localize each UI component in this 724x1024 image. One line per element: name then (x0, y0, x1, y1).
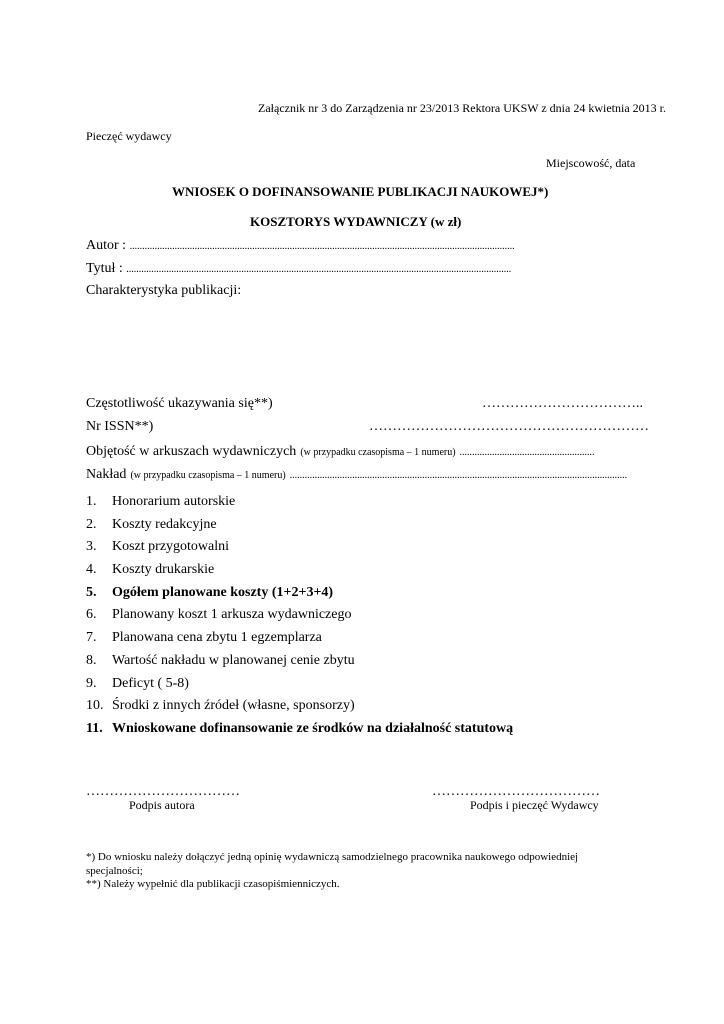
volume-dots: ...................................................... (459, 447, 595, 458)
title-field[interactable] (86, 261, 511, 277)
print-run-label: Nakład (86, 467, 127, 482)
frequency-label: Częstotliwość ukazywania się**) (86, 396, 273, 411)
cost-items-list (86, 494, 513, 744)
issn-label: Nr ISSN**) (86, 419, 154, 434)
cost-item: 3. Koszt przygotowalni (86, 539, 230, 555)
cost-item: 6. Planowany koszt 1 arkusza wydawniczego (86, 607, 352, 623)
footnote-1: *) Do wniosku należy dołączyć jedną opinię wydawniczą samodzielnego pracownika naukowego odpowiedniej specjalności; (86, 851, 579, 877)
cost-item: 7. Planowana cena zbytu 1 egzemplarza (86, 630, 322, 646)
document-title: WNIOSEK O DOFINANSOWANIE PUBLIKACJI NAUKOWEJ*) (172, 184, 549, 199)
publisher-signature-label: Podpis i pieczęć Wydawcy (470, 798, 599, 812)
print-run-note: (w przypadku czasopisma – 1 numeru) (130, 470, 286, 481)
print-run-field[interactable] (86, 465, 627, 483)
attachment-note: Załącznik nr 3 do Zarządzenia nr 23/2013 Rektora UKSW z dnia 24 kwietnia 2013 r. (258, 101, 666, 115)
volume-label: Objętość w arkuszach wydawniczych (86, 444, 297, 459)
volume-field[interactable] (86, 442, 595, 460)
title-dots: .......................................................................................................................................................... (126, 264, 512, 275)
cost-item-requested-funding: 11. Wnioskowane dofinansowanie ze środków na działalność statutową (86, 720, 514, 736)
title-label: Tytuł : (86, 261, 123, 276)
publisher-stamp-label: Pieczęć wydawcy (86, 129, 172, 143)
cost-item: 10. Środki z innych źródeł (własne, sponsorzy) (86, 698, 355, 714)
cost-item: 1. Honorarium autorskie (86, 494, 236, 509)
frequency-field[interactable]: …………………………….. (482, 396, 643, 411)
characteristics-label: Charakterystyka publikacji: (86, 283, 242, 298)
volume-note: (w przypadku czasopisma – 1 numeru) (300, 447, 456, 458)
place-date-label: Miejscowość, data (546, 156, 636, 170)
issn-field[interactable]: …………………………………………………… (369, 419, 649, 434)
publisher-signature-line[interactable]: ……………………………… (432, 784, 600, 799)
cost-item: 4. Koszty drukarskie (86, 562, 215, 578)
cost-item-total: 5. Ogółem planowane koszty (1+2+3+4) (86, 584, 334, 600)
author-signature-label: Podpis autora (129, 798, 195, 812)
cost-item: 2. Koszty redakcyjne (86, 516, 217, 532)
footnotes (86, 851, 626, 892)
footnote-2: **) Należy wypełnić dla publikacji czasopiśmienniczych. (86, 878, 340, 890)
print-run-dots: ....................................................................................................................................... (289, 470, 628, 481)
document-subtitle: KOSZTORYS WYDAWNICZY (w zł) (250, 214, 462, 229)
author-field[interactable] (86, 238, 515, 254)
author-signature-line[interactable]: …………………………… (86, 784, 240, 799)
cost-item: 9. Deficyt ( 5-8) (86, 675, 189, 691)
author-dots: .......................................................................................................................................................... (129, 241, 515, 252)
author-label: Autor : (86, 238, 127, 253)
characteristics-area[interactable] (86, 305, 636, 390)
cost-item: 8. Wartość nakładu w planowanej cenie zbytu (86, 652, 355, 668)
